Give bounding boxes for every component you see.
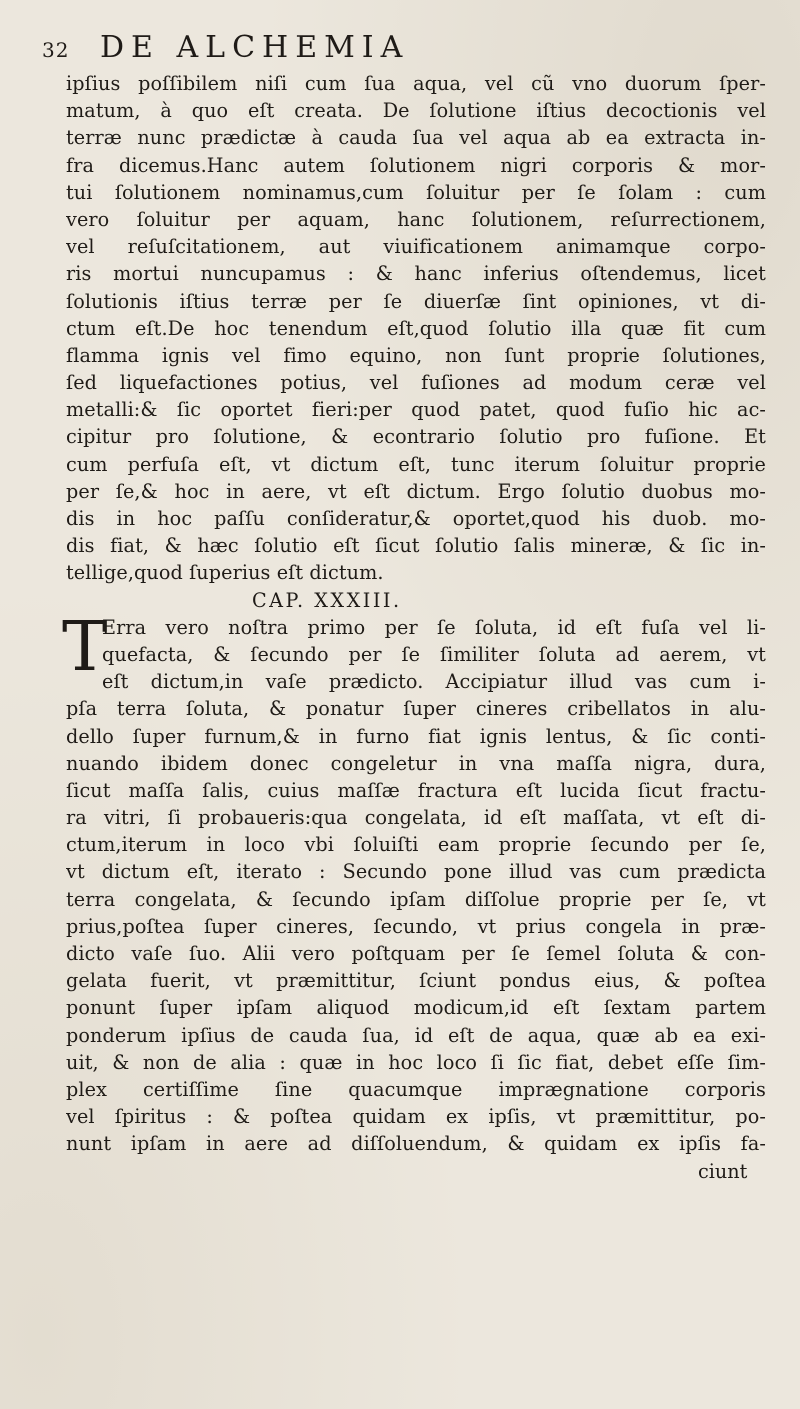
text-line: nuando ibidem donec congeletur in vna maſſa nigra, dura,: [66, 751, 766, 775]
text-line: cum perfuſa eſt, vt dictum eſt, tunc iterum ſoluitur proprie: [66, 452, 766, 476]
text-line: ſed liquefactiones potius, vel fuſiones ad modum ceræ vel: [66, 371, 766, 395]
text-line: matum, à quo eſt creata. De ſolutione iſtius decoctionis vel: [66, 99, 766, 123]
text-line: ra vitri, ſi probaueris:qua congelata, id eſt maſſata, vt eſt di-: [66, 806, 766, 830]
text-line: quefacta, & ſecundo per ſe ſimiliter ſoluta ad aerem, vt: [102, 642, 766, 666]
text-line: ipſius poſſibilem niſi cum ſua aqua, vel cũ vno duorum ſper-: [66, 72, 766, 95]
text-line: uit, & non de alia : quæ in hoc loco ſi ſic fiat, debet eſſe ſim-: [66, 1050, 766, 1074]
text-line: metalli:& ſic oportet fieri:per quod patet, quod fuſio hic ac-: [66, 398, 766, 422]
text-line: vt dictum eſt, iterato : Secundo pone illud vas cum prædicta: [66, 860, 766, 884]
text-line: ponunt ſuper ipſam aliquod modicum,id eſt ſextam partem: [66, 996, 766, 1020]
text-line: ris mortui nuncupamus : & hanc inferius oſtendemus, licet: [66, 262, 766, 286]
text-line: flamma ignis vel fimo equino, non ſunt proprie ſolutiones,: [66, 343, 766, 367]
text-line: dis in hoc paſſu conſideratur,& oportet,quod his duob. mo-: [66, 507, 766, 530]
text-line: eſt dictum,in vaſe prædicto. Accipiatur illud vas cum i-: [102, 670, 766, 694]
text-line: nunt ipſam in aere ad diſſoluendum, & quidam ex ipſis fa-: [66, 1132, 766, 1156]
text-line: Erra vero noſtra primo per ſe ſoluta, id eſt fuſa vel li-: [102, 615, 766, 639]
text-line: dicto vaſe ſuo. Alii vero poſtquam per ſe ſemel ſoluta & con-: [66, 942, 766, 965]
text-line: tellige,quod ſuperius eſt dictum.: [66, 561, 384, 585]
page-number: 32: [42, 38, 70, 62]
text-line: tui ſolutionem nominamus,cum ſoluitur per ſe ſolam : cum: [66, 180, 766, 204]
text-line: gelata fuerit, vt præmittitur, ſciunt pondus eius, & poſtea: [66, 969, 766, 993]
text-line: ponderum ipſius de cauda ſua, id eſt de aqua, quæ ab ea exi-: [66, 1023, 766, 1047]
text-line: terræ nunc prædictæ à cauda ſua vel aqua ab ea extracta in-: [66, 126, 766, 150]
text-line: pſa terra ſoluta, & ponatur ſuper cineres cribellatos in alu-: [66, 697, 766, 721]
body-text: [62, 70, 766, 1185]
drop-cap: T: [62, 607, 108, 687]
text-line: plex certiſſime ſine quacumque imprægnatione corporis: [66, 1077, 766, 1101]
text-line: ſolutionis iſtius terræ per ſe diuerſæ ſint opiniones, vt di-: [66, 289, 766, 313]
text-line: dello ſuper furnum,& in furno fiat ignis lentus, & ſic conti-: [66, 724, 766, 748]
text-line: per ſe,& hoc in aere, vt eſt dictum. Ergo ſolutio duobus mo-: [66, 479, 766, 503]
text-line: cipitur pro ſolutione, & econtrario ſolutio pro fuſione. Et: [66, 425, 766, 449]
paragraph-1: [66, 70, 766, 587]
paragraph-2: [62, 607, 766, 1158]
page-header: [42, 30, 766, 70]
running-title: DE ALCHEMIA: [100, 30, 410, 65]
text-line: prius,poſtea ſuper cineres, ſecundo, vt prius congela in præ-: [66, 914, 766, 938]
text-line: fra dicemus.Hanc autem ſolutionem nigri corporis & mor-: [66, 153, 766, 177]
text-line: ſicut maſſa ſalis, cuius maſſæ fractura eſt lucida ſicut fractu-: [66, 778, 766, 802]
chapter-heading: CAP. XXXIII.: [252, 588, 402, 612]
text-line: ctum,iterum in loco vbi ſoluiſti eam proprie ſecundo per ſe,: [66, 833, 766, 857]
catchword: ciunt: [698, 1159, 748, 1183]
text-line: vero ſoluitur per aquam, hanc ſolutionem, reſurrectionem,: [66, 207, 766, 231]
text-line: ctum eſt.De hoc tenendum eſt,quod ſolutio illa quæ fit cum: [66, 316, 766, 340]
text-line: vel reſuſcitationem, aut viuificationem animamque corpo-: [66, 235, 766, 259]
text-line: vel ſpiritus : & poſtea quidam ex ipſis, vt præmittitur, po-: [66, 1105, 766, 1129]
text-line: dis fiat, & hæc ſolutio eſt ſicut ſolutio ſalis mineræ, & ſic in-: [66, 534, 766, 558]
text-line: terra congelata, & ſecundo ipſam diſſolue proprie per ſe, vt: [66, 887, 766, 911]
